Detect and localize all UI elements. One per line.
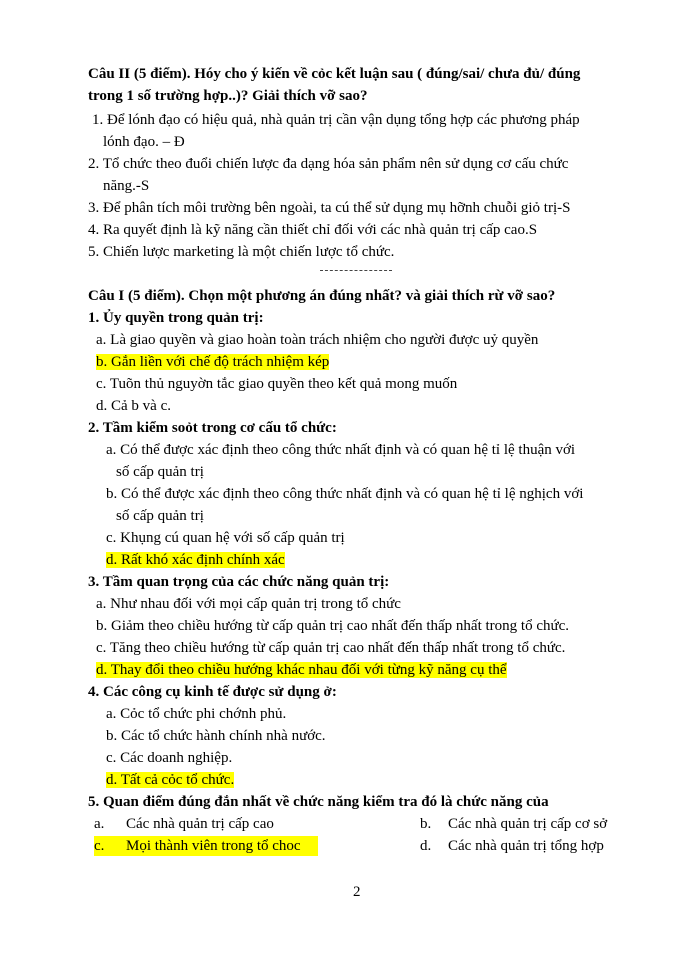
q5-option-b-letter: b. [420, 816, 432, 832]
q4-option-c: c. Các doanh nghiệp. [106, 750, 233, 766]
q2-option-a-line1: a. Có thể được xác định theo công thức nhất định và có quan hệ tỉ lệ thuận với [106, 442, 576, 458]
q2-option-a-line2: số cấp quản trị [116, 464, 204, 480]
section2-heading-line2: trong 1 số trường hợp..)? Giải thích vỡ sao? [88, 88, 368, 104]
section-separator [320, 270, 392, 271]
highlight-q3-d: d. Thay đổi theo chiều hướng khác nhau đối với từng kỹ năng cụ thể [96, 662, 507, 678]
q3-option-d-highlighted [96, 660, 507, 680]
section2-item-5: 5. Chiến lược marketing là một chiến lược tổ chức. [88, 244, 395, 260]
q1-option-c: c. Tuõn thủ nguyờn tắc giao quyền theo kết quả mong muốn [96, 376, 458, 392]
q5-option-d-letter: d. [420, 838, 432, 854]
section1-heading: Câu I (5 điểm). Chọn một phương án đúng nhất? và giải thích rừ vỡ sao? [88, 288, 556, 304]
q1-title: 1. Ủy quyền trong quản trị: [88, 310, 264, 326]
q2-option-d-highlighted [106, 550, 285, 570]
q5-option-b-text: Các nhà quản trị cấp cơ sở [448, 816, 608, 832]
page-number: 2 [353, 884, 361, 900]
highlight-q4-d: d. Tất cả cỏc tổ chức. [106, 772, 235, 788]
q4-option-a: a. Cỏc tổ chức phi chớnh phủ. [106, 706, 287, 722]
section2-item-2-line1: 2. Tổ chức theo đuổi chiến lược đa dạng hóa sản phẩm nên sử dụng cơ cấu chức [88, 156, 569, 172]
section2-item-1-line2: lónh đạo. – Đ [103, 134, 185, 150]
q5-option-c-highlighted [94, 836, 318, 856]
section2-heading-line1: Câu II (5 điểm). Hóy cho ý kiến về cỏc kết luận sau ( đúng/sai/ chưa đủ/ đúng [88, 66, 581, 82]
highlight-q2-d: d. Rất khó xác định chính xác [106, 552, 285, 568]
q5-option-c-letter: c. [94, 838, 105, 854]
q4-option-b: b. Các tổ chức hành chính nhà nước. [106, 728, 326, 744]
q2-option-c: c. Khụng cú quan hệ với số cấp quản trị [106, 530, 345, 546]
q3-option-b: b. Giảm theo chiều hướng từ cấp quản trị cao nhất đến thấp nhất trong tổ chức. [96, 618, 570, 634]
q5-option-c-text: Mọi thành viên trong tổ choc [126, 838, 301, 854]
q1-option-b-highlighted [96, 352, 329, 372]
section2-item-2-line2: năng.-S [103, 178, 150, 194]
q3-title: 3. Tầm quan trọng của các chức năng quản trị: [88, 574, 390, 590]
q2-title: 2. Tầm kiểm soỏt trong cơ cấu tổ chức: [88, 420, 337, 436]
q3-option-c: c. Tăng theo chiều hướng từ cấp quản trị cao nhất đến thấp nhất trong tổ chức. [96, 640, 566, 656]
q1-option-d: d. Cả b và c. [96, 398, 171, 414]
q4-title: 4. Các công cụ kinh tế được sử dụng ở: [88, 684, 337, 700]
q2-option-b-line2: số cấp quản trị [116, 508, 204, 524]
q1-option-a: a. Là giao quyền và giao hoàn toàn trách nhiệm cho người được uỷ quyền [96, 332, 539, 348]
section2-item-3: 3. Để phân tích môi trường bên ngoài, ta cú thể sử dụng mụ hỡnh chuỗi giỏ trị-S [88, 200, 571, 216]
q2-option-b-line1: b. Có thể được xác định theo công thức nhất định và có quan hệ tỉ lệ nghịch với [106, 486, 584, 502]
q5-title: 5. Quan điểm đúng đắn nhất về chức năng kiểm tra đó là chức năng của [88, 794, 549, 810]
section2-item-1-line1: 1. Để lónh đạo có hiệu quả, nhà quản trị cần vận dụng tổng hợp các phương pháp [92, 112, 580, 128]
q3-option-a: a. Như nhau đối với mọi cấp quản trị trong tổ chức [96, 596, 401, 612]
highlight-q1-b: b. Gắn liền với chế độ trách nhiệm kép [96, 354, 330, 370]
q5-option-a-letter: a. [94, 816, 105, 832]
section2-item-4: 4. Ra quyết định là kỹ năng cần thiết chỉ đối với các nhà quản trị cấp cao.S [88, 222, 538, 238]
q5-option-a-text: Các nhà quản trị cấp cao [126, 816, 274, 832]
q5-option-d-text: Các nhà quản trị tổng hợp [448, 838, 604, 854]
q4-option-d-highlighted [106, 770, 234, 790]
